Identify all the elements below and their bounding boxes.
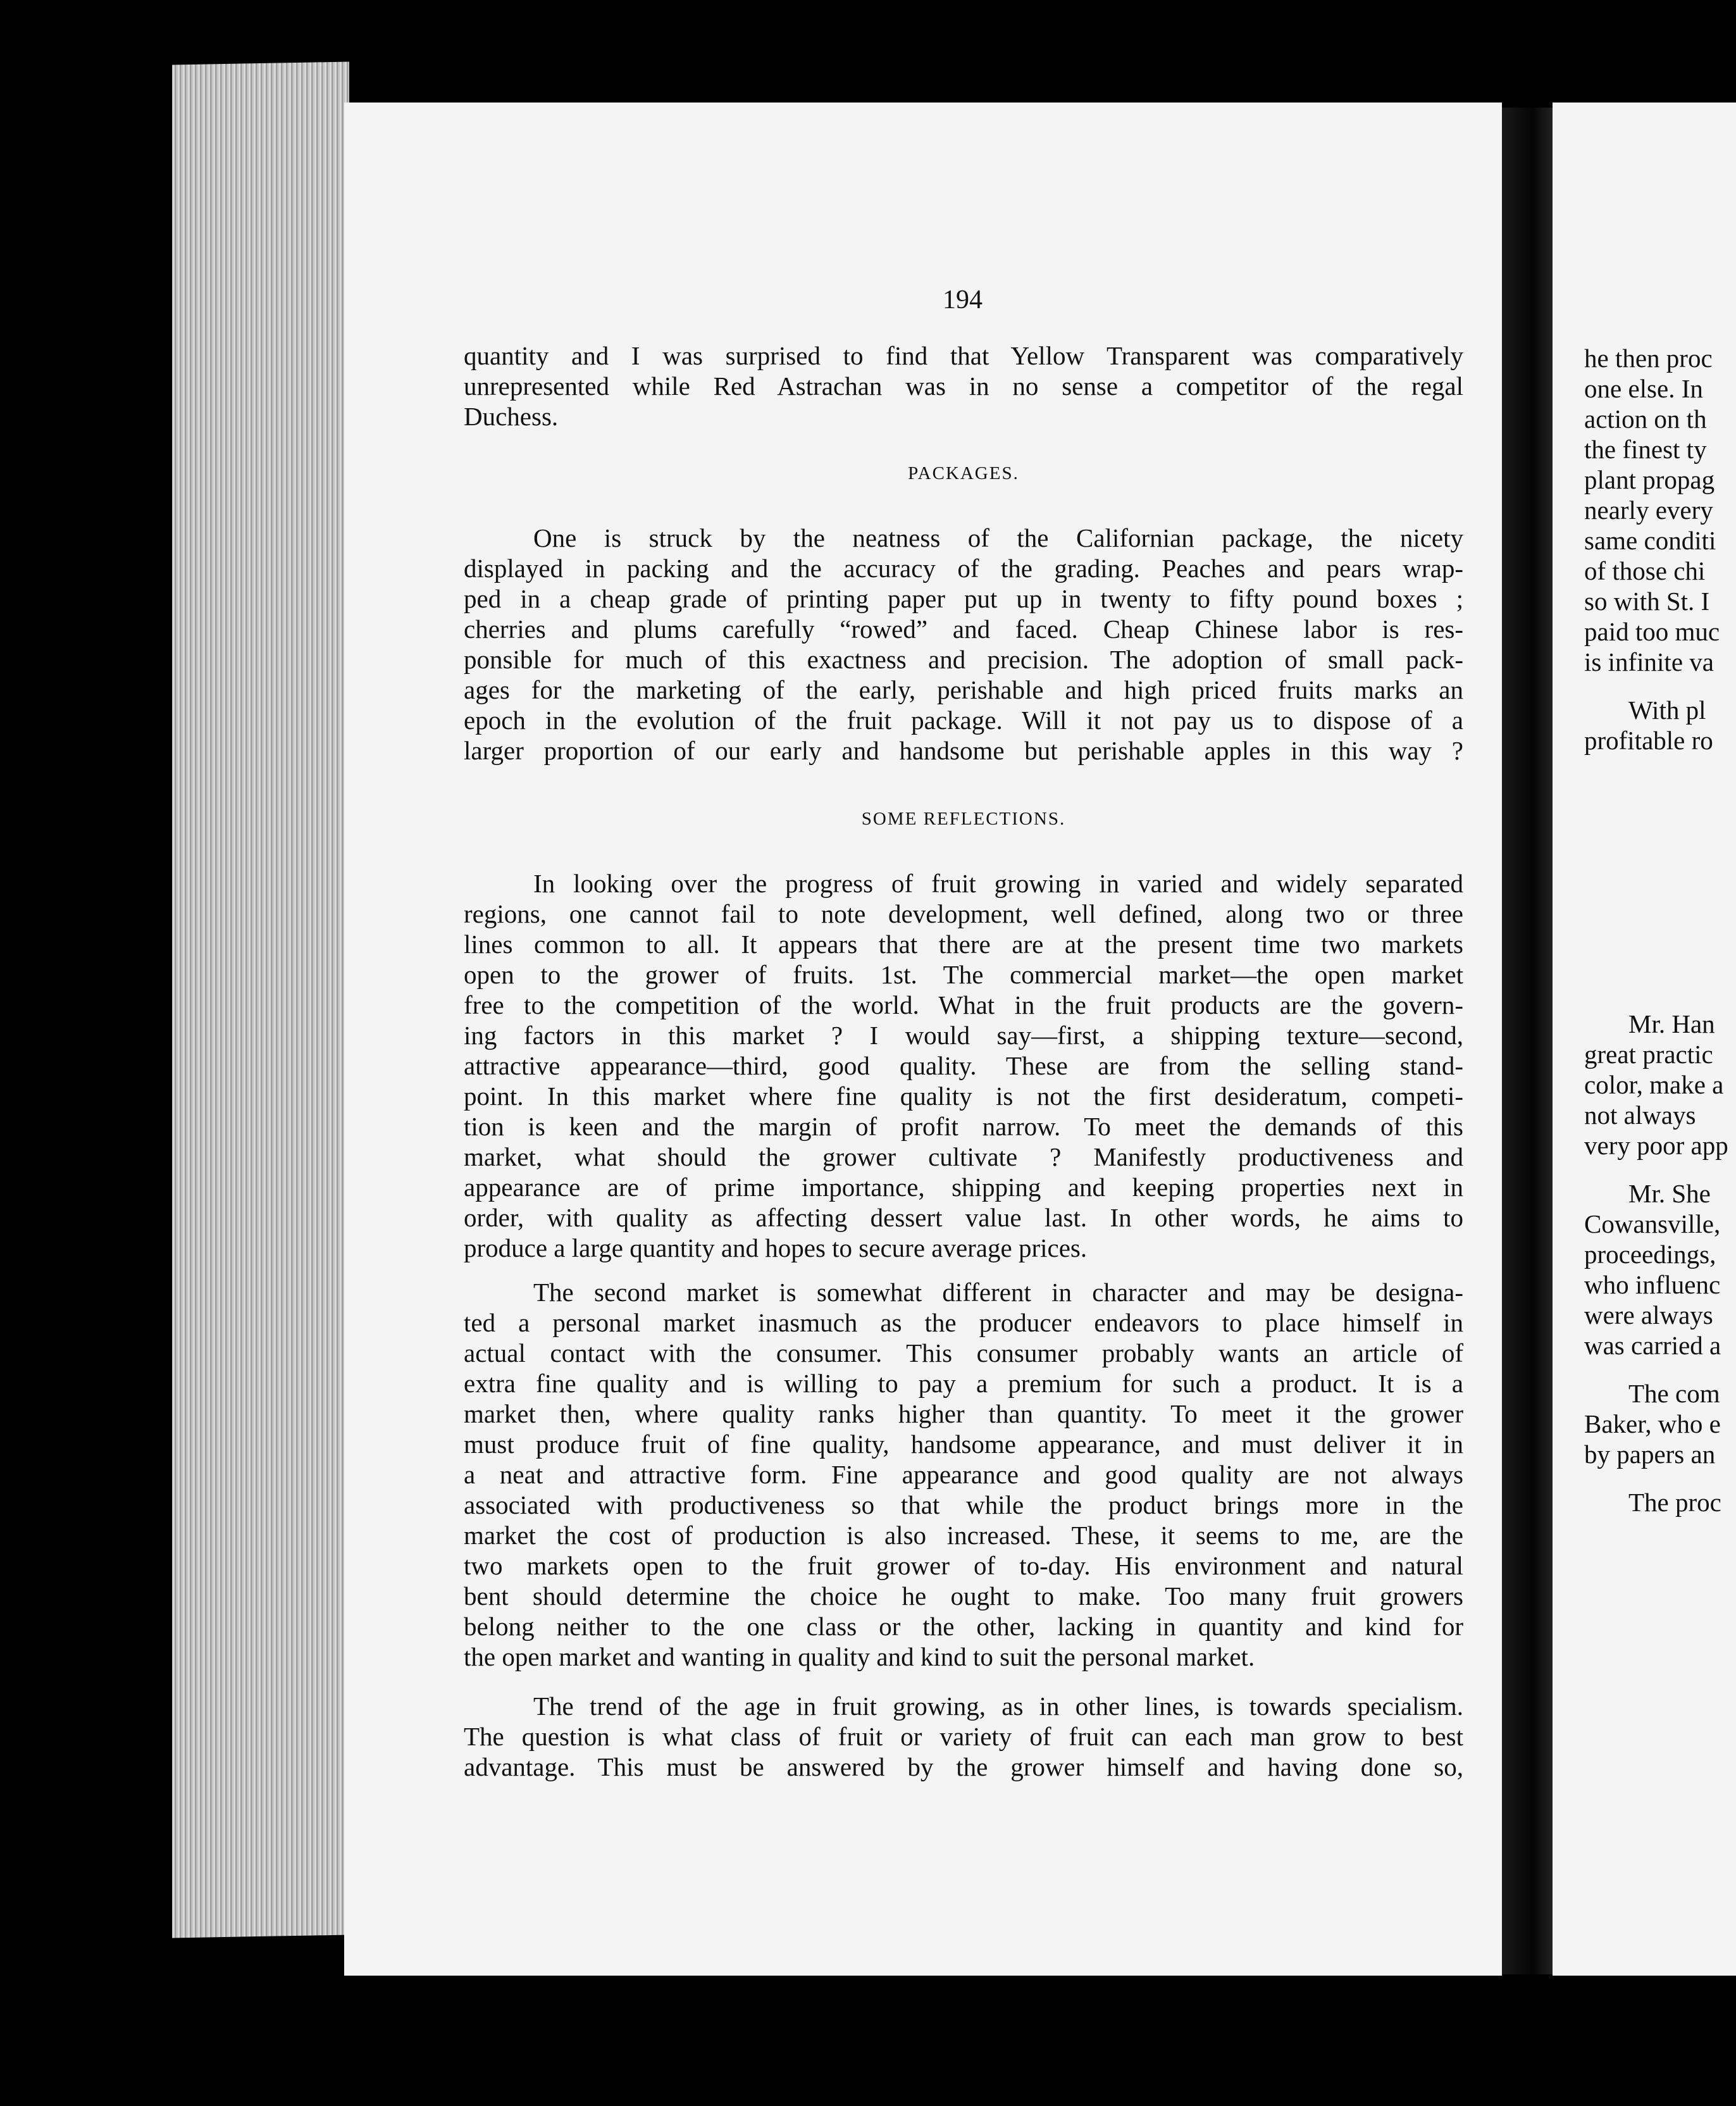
text-line: ing factors in this market ? I would say—first, a shipping texture—second, (464, 1021, 1463, 1050)
text-line: Mr. She (1628, 1179, 1711, 1208)
text-line: epoch in the evolution of the fruit package. Will it not pay us to dispose of a (464, 706, 1463, 735)
text-line: one else. In (1584, 374, 1703, 403)
text-line: proceedings, (1584, 1240, 1716, 1269)
text-line: associated with productiveness so that while the product brings more in the (464, 1490, 1463, 1519)
text-line: actual contact with the consumer. This consumer probably wants an article of (464, 1338, 1463, 1368)
text-line: same conditi (1584, 526, 1716, 555)
text-line: the finest ty (1584, 435, 1707, 464)
text-line: market the cost of production is also increased. These, it seems to me, are the (464, 1521, 1463, 1550)
text-line: profitable ro (1584, 726, 1713, 755)
text-line: cherries and plums carefully “rowed” and faced. Cheap Chinese labor is res- (464, 614, 1463, 644)
text-line: Cowansville, (1584, 1209, 1721, 1238)
text-line: With pl (1628, 695, 1706, 725)
text-line: who influenc (1584, 1270, 1721, 1299)
text-line: ted a personal market inasmuch as the producer endeavors to place himself in (464, 1308, 1463, 1337)
text-line: not always (1584, 1100, 1696, 1130)
text-line: regions, one cannot fail to note development, well defined, along two or three (464, 899, 1463, 928)
text-line: lines common to all. It appears that there are at the present time two markets (464, 930, 1463, 959)
text-line: belong neither to the one class or the other, lacking in quantity and kind for (464, 1612, 1463, 1641)
text-line: very poor app (1584, 1131, 1728, 1160)
text-line: quantity and I was surprised to find that Yellow Transparent was comparatively (464, 341, 1463, 370)
text-line: Duchess. (464, 402, 559, 431)
text-line: The trend of the age in fruit growing, as in other lines, is towards specialism. (533, 1692, 1463, 1721)
left-page-text (464, 340, 1463, 1782)
text-line: plant propag (1584, 465, 1715, 494)
right-page (1553, 103, 1736, 1976)
text-line: were always (1584, 1300, 1713, 1330)
text-line: displayed in packing and the accuracy of the grading. Peaches and pears wrap- (464, 554, 1463, 583)
text-line: In looking over the progress of fruit growing in varied and widely separated (533, 869, 1463, 898)
text-line: open to the grower of fruits. 1st. The commercial market—the open market (464, 960, 1463, 989)
text-line: two markets open to the fruit grower of to-day. His environment and natural (464, 1551, 1463, 1580)
text-line: the open market and wanting in quality and kind to suit the personal market. (464, 1642, 1255, 1671)
text-line: nearly every (1584, 495, 1713, 525)
text-line: was carried a (1584, 1331, 1721, 1360)
text-line: of those chi (1584, 556, 1706, 585)
text-line: paid too muc (1584, 617, 1720, 646)
heading-packages: PACKAGES. (908, 463, 1019, 483)
text-line: extra fine quality and is willing to pay a premium for such a product. It is a (464, 1369, 1463, 1398)
text-line: ped in a cheap grade of printing paper put up in twenty to fifty pound boxes ; (464, 584, 1463, 613)
page-number: 194 (943, 285, 983, 315)
text-line: attractive appearance—third, good quality. These are from the selling stand- (464, 1051, 1463, 1080)
text-line: color, make a (1584, 1070, 1724, 1099)
text-line: ponsible for much of this exactness and precision. The adoption of small pack- (464, 645, 1463, 674)
text-line: produce a large quantity and hopes to secure average prices. (464, 1233, 1088, 1262)
text-line: is infinite va (1584, 647, 1714, 676)
text-line: advantage. This must be answered by the grower himself and having done so, (464, 1752, 1463, 1781)
text-line: great practic (1584, 1040, 1713, 1069)
text-line: order, with quality as affecting dessert value last. In other words, he aims to (464, 1203, 1463, 1232)
text-line: larger proportion of our early and handsome but perishable apples in this way ? (464, 736, 1463, 765)
text-line: unrepresented while Red Astrachan was in no sense a competitor of the regal (464, 371, 1463, 401)
book-page-edges (172, 62, 349, 1938)
text-line: tion is keen and the margin of profit narrow. To meet the demands of this (464, 1112, 1463, 1141)
text-line: a neat and attractive form. Fine appearance and good quality are not always (464, 1460, 1463, 1489)
text-line: The second market is somewhat different in character and may be designa- (533, 1278, 1463, 1307)
text-line: The question is what class of fruit or variety of fruit can each man grow to best (464, 1722, 1463, 1751)
text-line: market, what should the grower cultivate ? Manifestly productiveness and (464, 1142, 1463, 1171)
text-line: Baker, who e (1584, 1409, 1721, 1438)
text-line: The proc (1628, 1488, 1721, 1517)
text-line: ages for the marketing of the early, perishable and high priced fruits marks an (464, 675, 1463, 704)
text-line: must produce fruit of fine quality, handsome appearance, and must deliver it in (464, 1430, 1463, 1459)
text-line: point. In this market where fine quality is not the first desideratum, competi- (464, 1081, 1463, 1111)
text-line: bent should determine the choice he ought to make. Too many fruit growers (464, 1581, 1463, 1611)
text-line: Mr. Han (1628, 1009, 1715, 1038)
text-line: One is struck by the neatness of the Californian package, the nicety (533, 523, 1463, 552)
text-line: market then, where quality ranks higher than quantity. To meet it the grower (464, 1399, 1463, 1428)
text-line: he then proc (1584, 344, 1713, 373)
text-line: The com (1628, 1379, 1720, 1408)
text-line: so with St. I (1584, 587, 1710, 616)
book-gutter (1502, 108, 1553, 1974)
text-line: action on th (1584, 404, 1707, 433)
right-page-text (1584, 343, 1736, 1517)
text-line: appearance are of prime importance, shipping and keeping properties next in (464, 1173, 1463, 1202)
text-line: by papers an (1584, 1440, 1716, 1469)
heading-some-reflections: SOME REFLECTIONS. (861, 809, 1066, 829)
text-line: free to the competition of the world. What in the fruit products are the govern- (464, 990, 1463, 1019)
